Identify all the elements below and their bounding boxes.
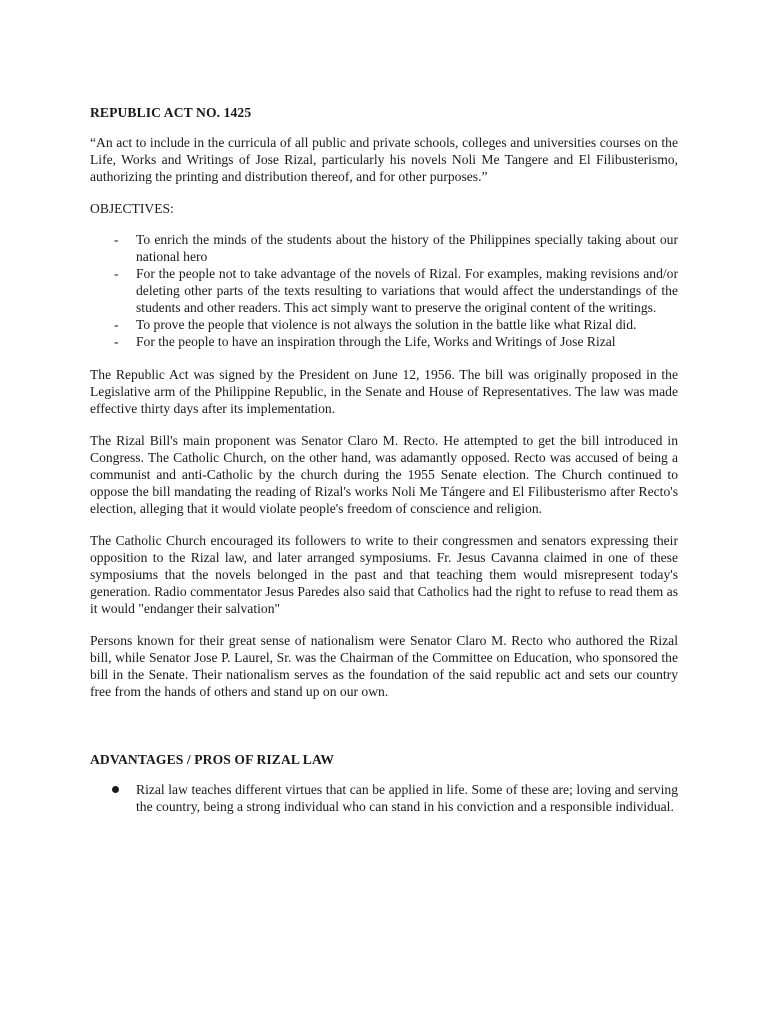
dash-marker: -	[114, 266, 119, 281]
objectives-label: OBJECTIVES:	[90, 201, 174, 216]
objective-item	[90, 316, 678, 333]
advantage-text: Rizal law teaches different virtues that can be applied in life. Some of these are; loving and serving the country, being a strong individual who can stand in his conviction and a responsible individual.	[136, 782, 678, 814]
objectives-list	[90, 231, 678, 350]
document-page	[90, 104, 678, 815]
objective-text: For the people to have an inspiration through the Life, Works and Writings of Jose Rizal	[136, 334, 616, 349]
dash-marker: -	[114, 317, 119, 332]
objective-text: To enrich the minds of the students about the history of the Philippines specially taking about our national hero	[136, 232, 678, 264]
body-paragraph-church-opposition: The Catholic Church encouraged its followers to write to their congressmen and senators expressing their opposition to the Rizal law, and later arranged symposiums. Fr. Jesus Cavanna claimed in one of these symposiums that the novels belonged in the past and that teaching them would misrepresent today's generation. Radio commentator Jesus Paredes also said that Catholics had the right to refuse to read them as it would "endanger their salvation"	[90, 533, 678, 616]
advantages-list	[90, 781, 678, 815]
bullet-icon	[112, 786, 119, 793]
objective-text: For the people not to take advantage of the novels of Rizal. For examples, making revisions and/or deleting other parts of the texts resulting to variations that would affect the understandings of the students and other readers. This act simply want to preserve the original content of the writings.	[136, 266, 678, 315]
document-title: REPUBLIC ACT NO. 1425	[90, 105, 252, 120]
objective-item	[90, 333, 678, 350]
dash-marker: -	[114, 232, 119, 247]
section-spacer	[90, 715, 678, 751]
dash-marker: -	[114, 334, 119, 349]
objective-item	[90, 265, 678, 316]
body-paragraph-nationalism: Persons known for their great sense of nationalism were Senator Claro M. Recto who authored the Rizal bill, while Senator Jose P. Laurel, Sr. was the Chairman of the Committee on Education, who sponsored the bill in the Senate. Their nationalism serves as the foundation of the said republic act and sets our country free from the hands of others and stand up on our own.	[90, 633, 678, 699]
body-paragraph-proponent: The Rizal Bill's main proponent was Senator Claro M. Recto. He attempted to get the bill introduced in Congress. The Catholic Church, on the other hand, was adamantly opposed. Recto was accused of being a communist and anti-Catholic by the church during the 1955 Senate election. The Church continued to oppose the bill mandating the reading of Rizal's works Noli Me Tángere and El Filibusterismo after Recto's election, alleging that it would violate people's freedom of conscience and religion.	[90, 433, 678, 516]
advantage-item	[90, 781, 678, 815]
objective-text: To prove the people that violence is not always the solution in the battle like what Rizal did.	[136, 317, 637, 332]
advantages-heading: ADVANTAGES / PROS OF RIZAL LAW	[90, 752, 335, 767]
act-description-quote: “An act to include in the curricula of all public and private schools, colleges and universities courses on the Life, Works and Writings of Jose Rizal, particularly his novels Noli Me Tangere and El Filibusterismo, authorizing the printing and distribution thereof, and for other purposes.”	[90, 135, 678, 184]
body-paragraph-signing: The Republic Act was signed by the President on June 12, 1956. The bill was originally proposed in the Legislative arm of the Philippine Republic, in the Senate and House of Representatives. The law was made effective thirty days after its implementation.	[90, 367, 678, 416]
objective-item	[90, 231, 678, 265]
